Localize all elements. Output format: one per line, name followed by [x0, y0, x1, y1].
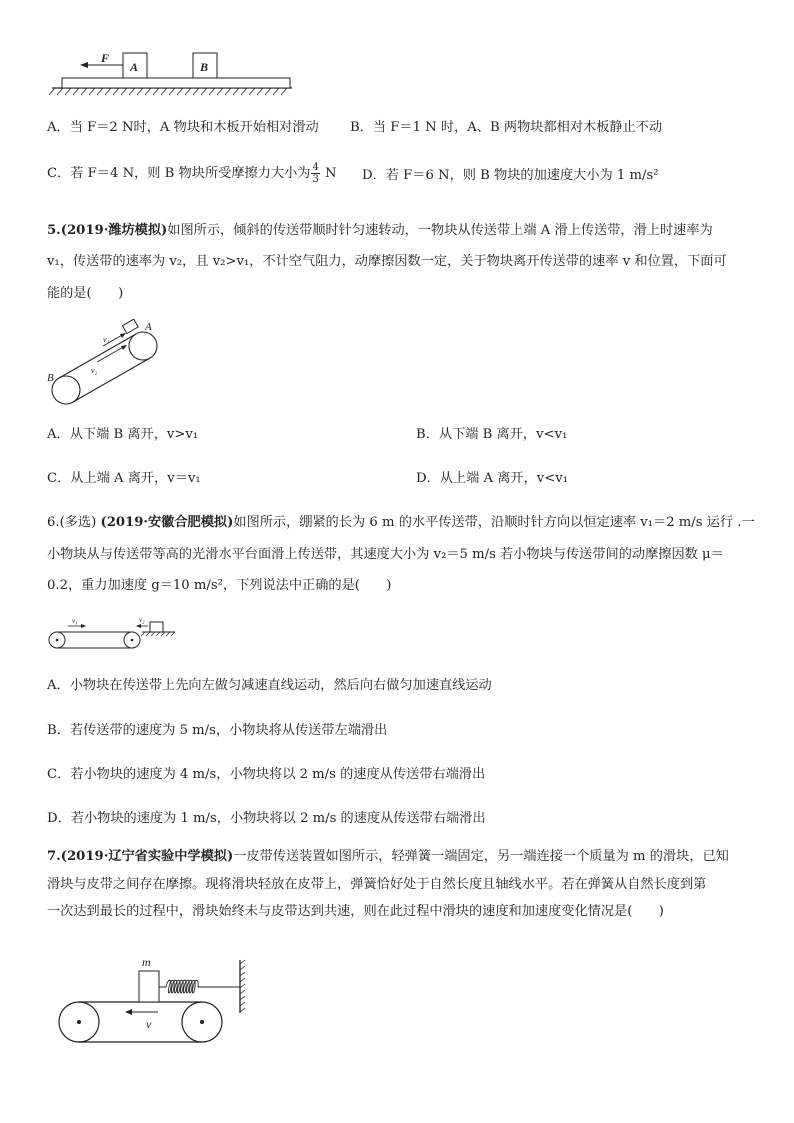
label-v1-horizontal: v₁ — [72, 617, 78, 625]
q6-option-b[interactable]: B．若传送带的速度为 5 m/s，小物块将从传送带左端滑出 — [47, 723, 388, 738]
q7-source: 7.(2019·辽宁省实验中学模拟) — [47, 849, 234, 864]
q6-text: 如图所示，绷紧的长为 6 m 的水平传送带，沿顺时针方向以恒定速率 v₁＝2 m/s 运行 .一 — [233, 515, 755, 530]
q7-stem-line1 — [47, 847, 729, 867]
q5-option-d[interactable]: D．从上端 A 离开，v<v₁ — [416, 471, 569, 486]
q5-option-b[interactable]: B．从下端 B 离开，v<v₁ — [416, 427, 568, 442]
figure-horizontal-conveyor — [0, 612, 794, 662]
q5-option-c[interactable]: C．从上端 A 离开，v＝v₁ — [47, 471, 201, 486]
q5-stem-line1 — [47, 221, 713, 241]
figure-plank-blocks — [0, 0, 794, 100]
q6-stem-line1 — [47, 513, 755, 533]
fraction — [311, 162, 319, 185]
fraction-numerator: 4 — [312, 162, 319, 173]
q4-option-b[interactable]: B．当 F＝1 N 时，A、B 两物块都相对木板静止不动 — [350, 120, 663, 135]
label-m: m — [142, 955, 151, 969]
q5-option-a[interactable]: A．从下端 B 离开，v>v₁ — [47, 427, 199, 442]
q4-option-c[interactable] — [47, 162, 337, 185]
label-v2-horizontal: v₂ — [139, 616, 145, 624]
q4-option-d[interactable]: D．若 F＝6 N，则 B 物块的加速度大小为 1 m/s² — [362, 168, 659, 183]
q5-source: 5.(2019·潍坊模拟) — [47, 223, 168, 238]
q6-prefix: 6.(多选) — [47, 515, 101, 530]
slider-block-m — [139, 971, 159, 1002]
q6-source: (2019·安徽合肥模拟) — [100, 515, 234, 530]
label-b: B — [200, 60, 209, 74]
q5-stem-line3: 能的是( ) — [47, 286, 124, 301]
block-on-belt — [122, 319, 138, 333]
q5-stem-line2: v₁，传送带的速率为 v₂，且 v₂>v₁，不计空气阻力，动摩擦因数一定，关于物块离开传送带的速率 v 和位置，下面可 — [47, 254, 727, 269]
label-b-incline: B — [47, 372, 54, 384]
q4-option-c-text: C．若 F＝4 N，则 B 物块所受摩擦力大小为 — [47, 166, 311, 181]
label-v1-incline: v₁ — [103, 335, 110, 344]
label-v2-incline: v₂ — [91, 366, 98, 375]
q7-text: 一皮带传送装置如图所示，轻弹簧一端固定，另一端连接一个质量为 m 的滑块，已知 — [233, 849, 729, 864]
q6-option-c[interactable]: C．若小物块的速度为 4 m/s，小物块将以 2 m/s 的速度从传送带右端滑出 — [47, 767, 486, 782]
q7-stem-line2: 滑块与皮带之间存在摩擦。现将滑块轻放在皮带上，弹簧恰好处于自然长度且轴线水平。若在弹簧从自然长度到第 — [47, 877, 707, 892]
q6-stem-line2: 小物块从与传送带等高的光滑水平台面滑上传送带，其速度大小为 v₂＝5 m/s 若小物块与传送带间的动摩擦因数 μ＝ — [47, 547, 724, 562]
label-a-incline: A — [145, 321, 152, 333]
fraction-denominator: 3 — [312, 174, 319, 185]
q6-option-a[interactable]: A．小物块在传送带上先向左做匀减速直线运动，然后向右做匀加速直线运动 — [47, 678, 492, 693]
small-block — [150, 622, 163, 632]
q6-option-d[interactable]: D．若小物块的速度为 1 m/s，小物块将以 2 m/s 的速度从传送带右端滑出 — [47, 811, 486, 826]
q7-stem-line3: 一次达到最长的过程中，滑块始终未与皮带达到共速，则在此过程中滑块的速度和加速度变化情况是( ) — [47, 904, 664, 919]
q4-option-c-unit: N — [320, 166, 337, 181]
q4-option-a[interactable]: A．当 F＝2 N时，A 物块和木板开始相对滑动 — [47, 120, 319, 135]
plank — [62, 78, 290, 88]
figure-inclined-conveyor — [0, 310, 794, 410]
label-a: A — [130, 60, 139, 74]
q6-stem-line3: 0.2，重力加速度 g＝10 m/s²，下列说法中正确的是( ) — [47, 578, 392, 593]
q5-text: 如图所示，倾斜的传送带顺时针匀速转动，一物块从传送带上端 A 滑上传送带，滑上时速率为 — [167, 223, 713, 238]
label-v: v — [146, 1017, 152, 1031]
label-f: F — [101, 51, 110, 65]
figure-spring-belt — [0, 950, 794, 1050]
spring — [159, 980, 240, 993]
